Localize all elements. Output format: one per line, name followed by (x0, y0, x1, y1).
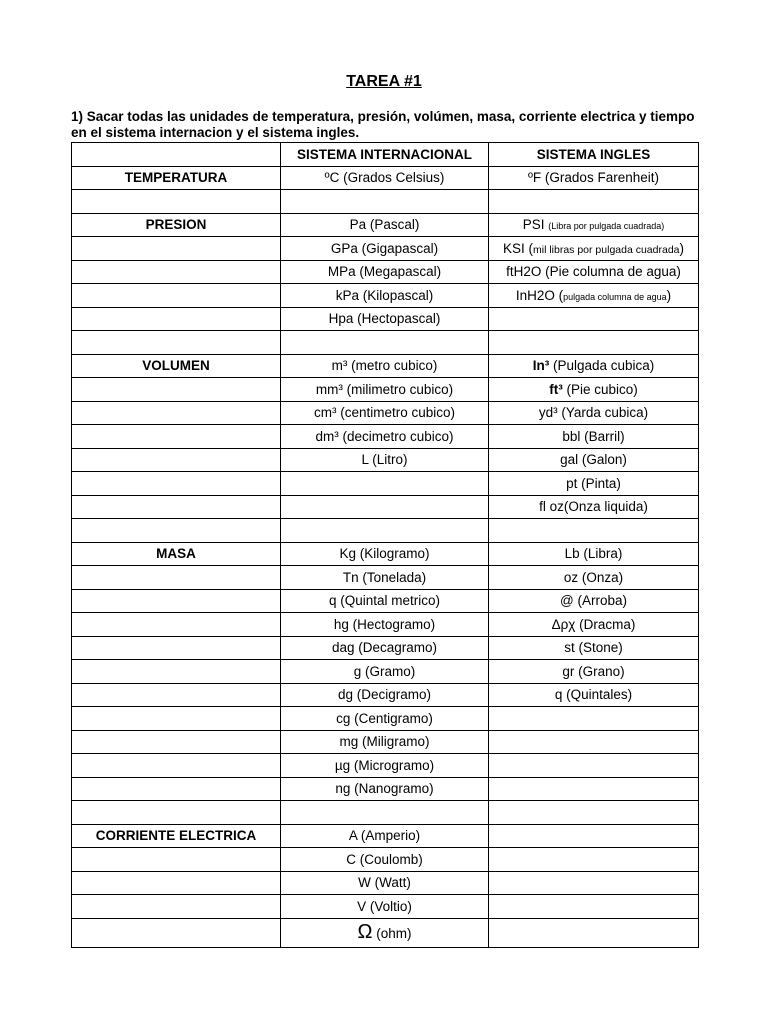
english-unit: ºF (Grados Farenheit) (489, 166, 699, 190)
english-unit-note: (Libra por pulgada cuadrada) (548, 221, 665, 232)
english-unit-symbol: ft³ (549, 381, 563, 397)
si-unit: q (Quintal metrico) (281, 589, 489, 613)
si-unit: L (Litro) (281, 448, 489, 472)
table-row (72, 566, 699, 590)
english-unit-note: pulgada columna de agua (563, 291, 667, 302)
table-row (72, 166, 699, 190)
table-row (72, 519, 699, 543)
category-label: PRESION (72, 213, 281, 237)
english-unit-end: ) (666, 287, 672, 303)
si-unit: m³ (metro cubico) (281, 354, 489, 378)
table-row (72, 683, 699, 707)
si-unit: cg (Centigramo) (281, 707, 489, 731)
english-unit (489, 284, 699, 308)
table-row (72, 801, 699, 825)
table-row (72, 448, 699, 472)
si-unit: mm³ (milimetro cubico) (281, 378, 489, 402)
table-row (72, 260, 699, 284)
english-unit: yd³ (Yarda cubica) (489, 401, 699, 425)
table-row (72, 284, 699, 308)
header-si: SISTEMA INTERNACIONAL (281, 143, 489, 167)
si-unit (281, 918, 489, 947)
english-unit-symbol: In³ (532, 358, 550, 374)
si-unit: hg (Hectogramo) (281, 613, 489, 637)
si-unit: Tn (Tonelada) (281, 566, 489, 590)
english-unit (489, 378, 699, 402)
si-unit: Hpa (Hectopascal) (281, 307, 489, 331)
table-row (72, 871, 699, 895)
english-unit (489, 354, 699, 378)
table-row (72, 472, 699, 496)
ohm-symbol: Ω (357, 921, 373, 943)
category-label: TEMPERATURA (72, 166, 281, 190)
english-unit: Lb (Libra) (489, 542, 699, 566)
english-unit: ftH2O (Pie columna de agua) (489, 260, 699, 284)
si-unit: dm³ (decimetro cubico) (281, 425, 489, 449)
si-unit: ºC (Grados Celsius) (281, 166, 489, 190)
english-unit: gr (Grano) (489, 660, 699, 684)
category-label: VOLUMEN (72, 354, 281, 378)
si-unit: cm³ (centimetro cubico) (281, 401, 489, 425)
si-unit: W (Watt) (281, 871, 489, 895)
english-unit: oz (Onza) (489, 566, 699, 590)
english-unit: st (Stone) (489, 636, 699, 660)
page-title: TAREA #1 (346, 73, 422, 90)
table-row (72, 848, 699, 872)
table-row (72, 660, 699, 684)
table-row (72, 730, 699, 754)
table-row (72, 495, 699, 519)
english-unit (489, 213, 699, 237)
table-row (72, 754, 699, 778)
english-unit: pt (Pinta) (489, 472, 699, 496)
english-unit: fl oz(Onza liquida) (489, 495, 699, 519)
si-unit: V (Voltio) (281, 895, 489, 919)
category-label: CORRIENTE ELECTRICA (72, 824, 281, 848)
table-header-row (72, 143, 699, 167)
english-unit-name: (Pie cubico) (562, 381, 638, 397)
si-unit: Pa (Pascal) (281, 213, 489, 237)
table-row (72, 636, 699, 660)
english-unit: @ (Arroba) (489, 589, 699, 613)
header-english: SISTEMA INGLES (489, 143, 699, 167)
si-unit: µg (Microgramo) (281, 754, 489, 778)
si-unit: dg (Decigramo) (281, 683, 489, 707)
english-unit (489, 237, 699, 261)
si-unit: A (Amperio) (281, 824, 489, 848)
english-unit: q (Quintales) (489, 683, 699, 707)
english-unit: bbl (Barril) (489, 425, 699, 449)
si-unit: MPa (Megapascal) (281, 260, 489, 284)
table-row (72, 190, 699, 214)
table-row (72, 425, 699, 449)
table-row (72, 307, 699, 331)
si-unit: mg (Miligramo) (281, 730, 489, 754)
table-row (72, 777, 699, 801)
table-row (72, 613, 699, 637)
table-row (72, 331, 699, 355)
english-unit-note: mil libras por pulgada cuadrada (533, 243, 680, 256)
si-unit: ng (Nanogramo) (281, 777, 489, 801)
english-unit-name: (Pulgada cubica) (549, 358, 655, 374)
si-unit: kPa (Kilopascal) (281, 284, 489, 308)
si-unit: dag (Decagramo) (281, 636, 489, 660)
instruction-text: 1) Sacar todas las unidades de temperatura, presión, volúmen, masa, corriente electrica y tiempo en el sistema internacion y el sistema ingles. (71, 109, 695, 140)
table-row (72, 354, 699, 378)
table-row (72, 589, 699, 613)
table-row (72, 213, 699, 237)
english-unit-end: ) (679, 240, 685, 256)
table-row (72, 401, 699, 425)
english-unit: Δρχ (Dracma) (489, 613, 699, 637)
english-unit-main: InH2O ( (515, 287, 564, 303)
si-unit: C (Coulomb) (281, 848, 489, 872)
table-row (72, 542, 699, 566)
si-unit: g (Gramo) (281, 660, 489, 684)
table-row (72, 895, 699, 919)
table-row (72, 237, 699, 261)
table-row (72, 918, 699, 947)
ohm-label: (ohm) (372, 926, 412, 941)
category-label: MASA (72, 542, 281, 566)
units-table (71, 142, 699, 948)
header-category (72, 143, 281, 167)
english-unit-main: KSI ( (502, 240, 533, 256)
table-row (72, 378, 699, 402)
si-unit: GPa (Gigapascal) (281, 237, 489, 261)
english-unit: gal (Galon) (489, 448, 699, 472)
table-row (72, 707, 699, 731)
table-row (72, 824, 699, 848)
english-unit-main: PSI (522, 217, 545, 233)
si-unit: Kg (Kilogramo) (281, 542, 489, 566)
